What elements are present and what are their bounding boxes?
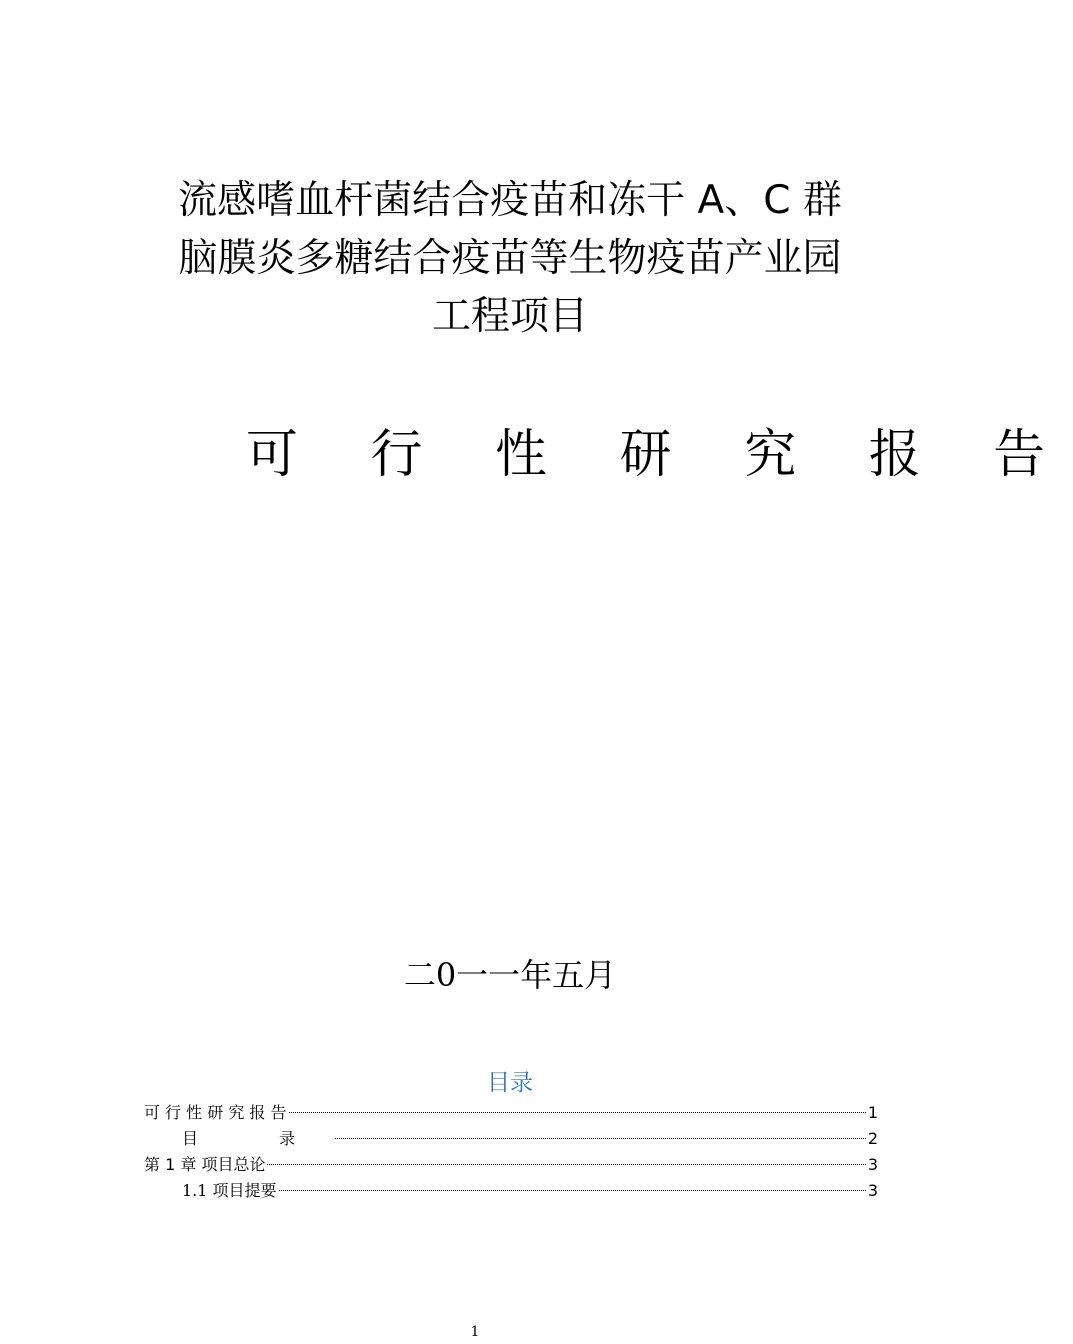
toc-entry-page: 3 [867,1155,878,1174]
project-title-line: 脑膜炎多糖结合疫苗等生物疫苗产业园 [178,236,842,281]
toc-entry[interactable] [144,1152,878,1178]
toc-heading: 目录 [487,1070,533,1096]
toc-entry-page: 2 [867,1129,878,1148]
toc-dot-leader [289,1112,866,1113]
toc-dot-leader [335,1138,866,1139]
page-number: 1 [470,1324,480,1340]
toc-dot-leader [267,1164,865,1165]
report-title: 可 行 性 研 究 报 告 [246,425,1073,485]
toc-entry-page: 1 [867,1103,878,1122]
report-date: 二0一一年五月 [403,956,617,994]
toc-entry-label: 目 录 [182,1129,334,1148]
toc-entry[interactable] [144,1100,878,1126]
toc-entry-label: 第 1 章 项目总论 [144,1155,266,1174]
toc-dot-leader [279,1190,866,1191]
project-title-line: 流感嗜血杆菌结合疫苗和冻干 A、C 群 [178,178,842,223]
toc-entry-label: 可 行 性 研 究 报 告 [144,1103,287,1122]
project-title-line: 工程项目 [431,294,588,339]
toc-entry-page: 3 [867,1181,878,1200]
toc-entry-label: 1.1 项目提要 [182,1181,277,1200]
toc-entry[interactable] [144,1126,878,1152]
project-title [140,172,880,346]
table-of-contents [144,1100,878,1204]
toc-entry[interactable] [144,1178,878,1204]
